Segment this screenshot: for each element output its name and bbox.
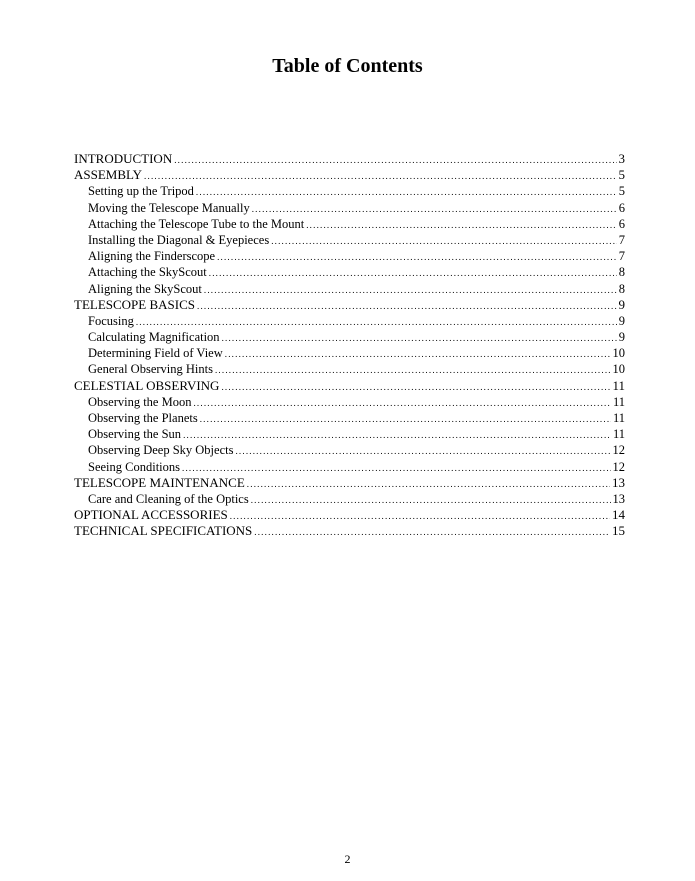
toc-entry-label: Care and Cleaning of the Optics: [88, 491, 249, 506]
toc-entry[interactable]: [74, 216, 625, 232]
toc-dot-leader: [247, 476, 610, 492]
toc-entry-page: 6: [618, 200, 625, 215]
toc-entry[interactable]: [74, 475, 625, 491]
toc-dot-leader: [204, 282, 617, 298]
toc-dot-leader: [136, 314, 617, 330]
toc-entry-page: 9: [618, 296, 625, 312]
toc-entry-page: 14: [612, 507, 625, 523]
toc-entry[interactable]: [74, 329, 625, 345]
toc-entry-page: 6: [618, 216, 625, 231]
toc-entry[interactable]: [74, 361, 625, 377]
toc-entry[interactable]: [74, 281, 625, 297]
toc-entry-page: 11: [612, 411, 625, 425]
toc-entry-page: 5: [618, 167, 625, 183]
toc-dot-leader: [251, 492, 611, 508]
toc-entry-label: Observing the Moon: [88, 394, 192, 409]
toc-entry-label: Observing Deep Sky Objects: [88, 443, 234, 458]
toc-entry-label: Calculating Magnification: [88, 330, 220, 345]
toc-entry-page: 9: [618, 330, 625, 345]
toc-dot-leader: [306, 217, 617, 233]
toc-dot-leader: [182, 460, 610, 476]
toc-entry-page: 8: [618, 265, 625, 280]
page-title: Table of Contents: [272, 55, 423, 77]
toc-entry-label: OPTIONAL ACCESSORIES: [74, 507, 228, 523]
toc-dot-leader: [252, 201, 617, 217]
toc-entry-label: Installing the Diagonal & Eyepieces: [88, 232, 270, 247]
toc-dot-leader: [197, 298, 617, 314]
toc-entry-label: Observing the Sun: [88, 427, 182, 442]
toc-entry[interactable]: [74, 507, 625, 523]
toc-entry[interactable]: [74, 248, 625, 264]
toc-entry[interactable]: [74, 442, 625, 458]
toc-dot-leader: [193, 395, 610, 411]
toc-entry-label: Observing the Planets: [88, 411, 198, 425]
toc-dot-leader: [271, 233, 617, 249]
table-of-contents: [74, 151, 625, 540]
toc-entry-label: General Observing Hints: [88, 362, 213, 377]
toc-entry-label: Focusing: [88, 313, 134, 328]
toc-dot-leader: [225, 346, 611, 362]
toc-entry-label: Seeing Conditions: [88, 459, 181, 474]
toc-entry-label: TECHNICAL SPECIFICATIONS: [74, 523, 253, 539]
toc-entry-label: TELESCOPE MAINTENANCE: [74, 474, 245, 490]
toc-dot-leader: [222, 330, 617, 346]
toc-entry-page: 10: [612, 346, 625, 361]
toc-entry-label: Attaching the Telescope Tube to the Mount: [88, 216, 305, 231]
toc-entry-label: ASSEMBLY: [74, 167, 143, 183]
toc-entry[interactable]: [74, 200, 625, 216]
toc-entry[interactable]: [74, 345, 625, 361]
toc-dot-leader: [235, 443, 610, 459]
toc-entry-label: CELESTIAL OBSERVING: [74, 377, 220, 393]
toc-entry-label: Aligning the Finderscope: [88, 249, 216, 264]
toc-entry[interactable]: [74, 459, 625, 475]
toc-dot-leader: [183, 427, 611, 443]
toc-entry[interactable]: [74, 264, 625, 280]
toc-entry-page: 12: [612, 459, 625, 474]
toc-entry-page: 11: [612, 377, 625, 393]
toc-entry[interactable]: [74, 491, 625, 507]
toc-dot-leader: [174, 152, 616, 168]
toc-entry-page: 12: [612, 443, 625, 458]
toc-entry[interactable]: [74, 378, 625, 394]
toc-entry[interactable]: [74, 232, 625, 248]
toc-entry-page: 3: [618, 151, 625, 166]
toc-entry-label: Moving the Telescope Manually: [88, 200, 250, 215]
toc-entry-page: 13: [612, 491, 625, 506]
toc-entry[interactable]: [74, 183, 625, 199]
toc-dot-leader: [221, 379, 610, 395]
toc-entry-label: INTRODUCTION: [74, 151, 173, 166]
toc-entry[interactable]: [74, 297, 625, 313]
toc-entry-label: Setting up the Tripod: [88, 184, 194, 199]
toc-dot-leader: [254, 524, 610, 540]
toc-entry-page: 10: [612, 362, 625, 377]
toc-dot-leader: [230, 508, 610, 524]
toc-entry-page: 5: [618, 184, 625, 199]
toc-entry-page: 8: [618, 281, 625, 296]
toc-dot-leader: [209, 265, 617, 281]
toc-dot-leader: [200, 411, 611, 427]
toc-entry-page: 11: [612, 427, 625, 442]
toc-entry-label: TELESCOPE BASICS: [74, 296, 195, 312]
toc-dot-leader: [215, 362, 611, 378]
toc-entry[interactable]: [74, 523, 625, 539]
toc-dot-leader: [217, 249, 617, 265]
toc-entry-page: 7: [618, 232, 625, 247]
toc-entry[interactable]: [74, 167, 625, 183]
page-number: 2: [344, 852, 351, 866]
toc-entry[interactable]: [74, 426, 625, 442]
toc-entry-label: Determining Field of View: [88, 346, 223, 361]
toc-entry-page: 7: [618, 249, 625, 264]
toc-entry[interactable]: [74, 394, 625, 410]
toc-entry-page: 13: [612, 474, 625, 490]
toc-entry-label: Attaching the SkyScout: [88, 265, 207, 280]
toc-dot-leader: [196, 184, 617, 200]
toc-entry[interactable]: [74, 313, 625, 329]
toc-entry-page: 11: [612, 394, 625, 409]
toc-entry-label: Aligning the SkyScout: [88, 281, 202, 296]
toc-dot-leader: [144, 168, 616, 184]
toc-entry-page: 15: [612, 523, 625, 539]
toc-entry-page: 9: [618, 313, 625, 328]
toc-entry[interactable]: [74, 151, 625, 167]
toc-entry[interactable]: [74, 410, 625, 426]
